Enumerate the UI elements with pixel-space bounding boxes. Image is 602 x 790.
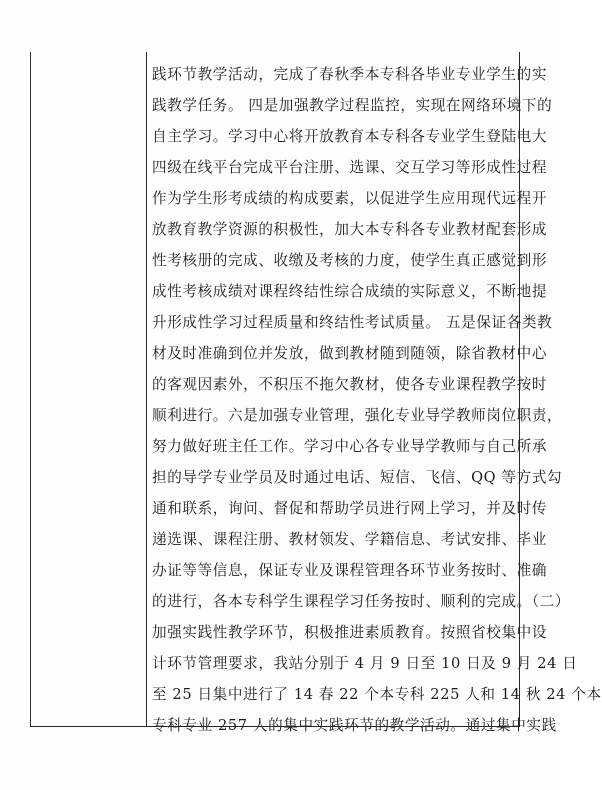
text-line: 四级在线平台完成平台注册、选课、交互学习等形成性过程: [152, 159, 548, 176]
text-line: 办证等等信息，保证专业及课程管理各环节业务按时、准确: [152, 562, 548, 579]
text-line: 通和联系，询问、督促和帮助学员进行网上学习，并及时传: [152, 500, 548, 517]
text-line: 践教学任务。 四是加强教学过程监控，实现在网络环境下的: [152, 97, 553, 114]
text-line: 计环节管理要求，我站分别于 4 月 9 日至 10 日及 9 月 24 日: [152, 655, 578, 672]
text-line: 专科专业 257 人的集中实践环节的教学活动。通过集中实践: [152, 717, 557, 734]
content-cell: [152, 59, 602, 734]
text-line: 递选课、课程注册、教材领发、学籍信息、考试安排、毕业: [152, 531, 548, 548]
text-line: 至 25 日集中进行了 14 春 22 个本专科 225 人和 14 秋 24 个本: [152, 686, 602, 703]
text-line: 自主学习。学习中心将开放教育本专科各专业学生登陆电大: [152, 128, 548, 145]
column-divider: [146, 52, 147, 727]
text-line: 努力做好班主任工作。学习中心各专业导学教师与自己所承: [152, 438, 548, 455]
text-line: 升形成性学习过程质量和终结性考试质量。 五是保证各类教: [152, 314, 553, 331]
text-line: 放教育教学资源的积极性，加大本专科各专业教材配套形成: [152, 221, 548, 238]
text-line: 作为学生形考成绩的构成要素，以促进学生应用现代远程开: [152, 190, 548, 207]
text-line: 践环节教学活动，完成了春秋季本专科各毕业专业学生的实: [152, 66, 548, 83]
text-line: 性考核册的完成、收缴及考核的力度，使学生真正感觉到形: [152, 252, 548, 269]
text-line: 担的导学专业学员及时通过电话、短信、飞信、QQ 等方式勾: [152, 469, 563, 486]
text-line: 材及时准确到位并发放，做到教材随到随领，除省教材中心: [152, 345, 548, 362]
text-line: 的进行，各本专科学生课程学习任务按时、顺利的完成。（二）: [152, 593, 571, 610]
text-line: 成性考核成绩对课程终结性综合成绩的实际意义，不断地提: [152, 283, 548, 300]
text-line: 的客观因素外，不积压不拖欠教材，使各专业课程教学按时: [152, 376, 548, 393]
text-line: 加强实践性教学环节，积极推进素质教育。按照省校集中设: [152, 624, 548, 641]
text-line: 顺利进行。六是加强专业管理，强化专业导学教师岗位职责，: [152, 407, 563, 424]
